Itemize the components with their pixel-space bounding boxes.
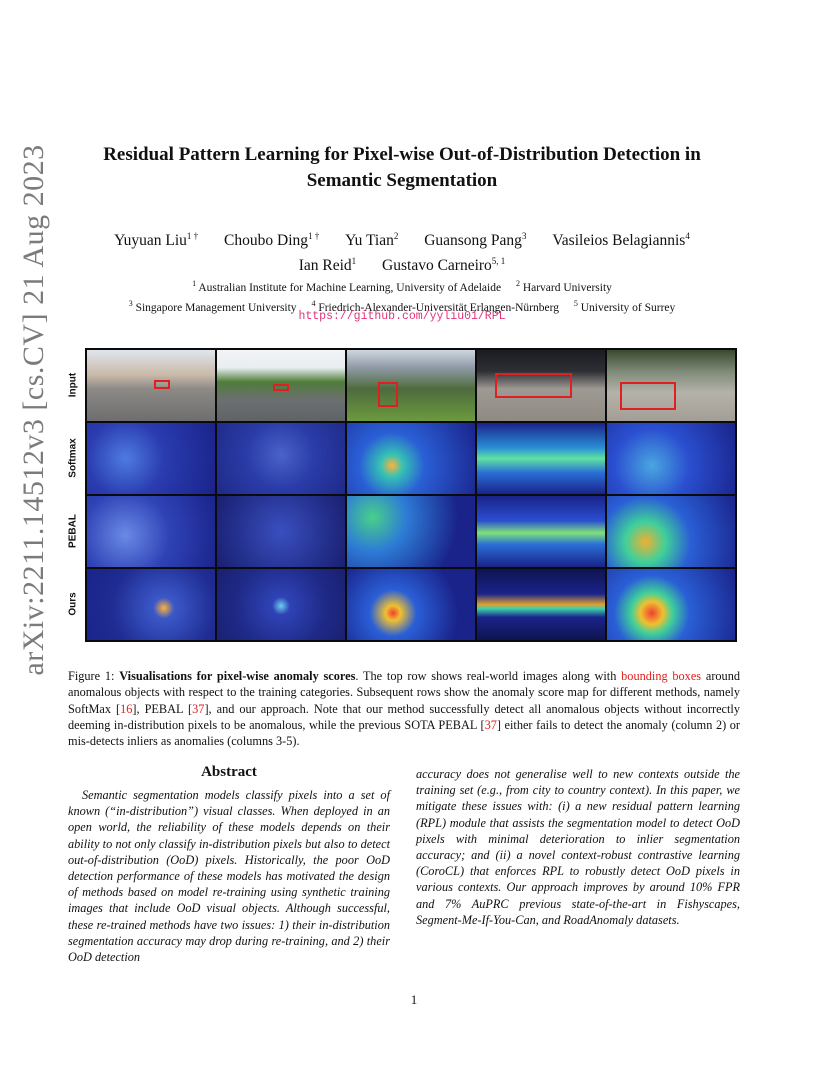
- affiliation: $^2$ Harvard University: [515, 279, 612, 294]
- affiliation: $^3$ Singapore Management University: [128, 298, 297, 314]
- author: Yu Tian$^2$: [345, 231, 399, 250]
- citation-link[interactable]: 16: [120, 701, 133, 716]
- ours-map-1: [87, 569, 215, 640]
- abstract-text-left: Semantic segmentation models classify pixels into a set of known (“in-distribution”) visual classes. When deployed in an open world, the reliability of these models depends on their ability to not only classify in-distribution pixels but also to detect out-of-distribution (OoD) pixels. Historically, the poor OoD detection performance of these models has motivated the design of methods based on model re-training using synthetic training images that include OoD visual objects. Although successful, these re-trained methods have two issues: 1) their in-distribution segmentation accuracy may drop during re-training, and 2) their OoD detection: [68, 788, 390, 965]
- softmax-map-1: [87, 423, 215, 494]
- author: Guansong Pang$^3$: [424, 231, 527, 250]
- pebal-map-2: [217, 496, 345, 567]
- pebal-map-3: [347, 496, 475, 567]
- row-label-softmax: Softmax: [67, 438, 79, 478]
- row-label-ours: Ours: [67, 592, 79, 616]
- author: Vasileios Belagiannis$^4$: [552, 231, 690, 250]
- page-number: 1: [410, 992, 418, 1007]
- anomaly-bbox: [495, 373, 572, 398]
- input-image-zebras: [477, 350, 605, 421]
- author: Ian Reid$^1$: [298, 256, 357, 275]
- affiliation: $^4$ Friedrich-Alexander-Universität Erlangen-Nürnberg: [311, 298, 559, 314]
- anomaly-bbox: [620, 382, 676, 410]
- pebal-map-5: [607, 496, 735, 567]
- softmax-map-4: [477, 423, 605, 494]
- affiliation: $^1$ Australian Institute for Machine Learning, University of Adelaide: [192, 279, 502, 294]
- paper-title: Residual Pattern Learning for Pixel-wise Out-of-Distribution Detection in Semantic Segmentation: [103, 144, 701, 191]
- anomaly-bbox: [273, 384, 288, 391]
- softmax-map-5: [607, 423, 735, 494]
- citation-link[interactable]: 37: [484, 717, 497, 732]
- input-image-street: [87, 350, 215, 421]
- code-url-link[interactable]: https://github.com/yyliu01/RPL: [298, 310, 506, 323]
- abstract-text-right: accuracy does not generalise well to new contexts outside the training set (e.g., from city to country context). In this paper, we mitigate these issues with: (i) a new residual pattern learning (RPL) module that assists the segmentation model to detect OoD pixels with minimal deterioration to inlier segmentation accuracy; and (ii) a novel context-robust contrastive learning (CoroCL) that enforces RPL to robustly detect OoD pixels in various contexts. Our approach improves by around 10% FPR and 7% AuPRC previous state-of-the-art in Fishyscapes, Segment-Me-If-You-Can, and RoadAnomaly datasets.: [416, 767, 740, 927]
- author: Gustavo Carneiro$^{5, 1}$: [382, 256, 506, 275]
- input-image-cow: [347, 350, 475, 421]
- ours-map-2: [217, 569, 345, 640]
- anomaly-bbox: [154, 380, 171, 389]
- author: Yuyuan Liu$^{1 \dagger}$: [114, 231, 199, 250]
- input-image-country-road: [217, 350, 345, 421]
- softmax-map-2: [217, 423, 345, 494]
- figure-caption: Figure 1: Visualisations for pixel-wise anomaly scores. The top row shows real-world images along with bounding boxes around anomalous objects with respect to the training categories. Subsequent rows show the anomaly score map for different methods, namely SoftMax [16], PEBAL [37], and our approach. Note that our method successfully detect all anomalous objects without incorrectly deeming in-distribution pixels to be anomalous, while the previous SOTA PEBAL [37] either fails to detect the anomaly (column 2) or mis-detects inliers as anomalies (columns 3-5).: [68, 669, 741, 749]
- pebal-map-4: [477, 496, 605, 567]
- input-image-animal: [607, 350, 735, 421]
- author-list: [88, 226, 716, 276]
- citation-link[interactable]: 37: [192, 701, 205, 716]
- ours-map-5: [607, 569, 735, 640]
- anomaly-figure-grid: [85, 348, 737, 642]
- row-label-pebal: PEBAL: [67, 514, 79, 548]
- abstract-heading: Abstract: [201, 764, 257, 780]
- ours-map-4: [477, 569, 605, 640]
- softmax-map-3: [347, 423, 475, 494]
- row-label-input: Input: [67, 372, 79, 398]
- author: Choubo Ding$^{1 \dagger}$: [224, 231, 320, 250]
- anomaly-bbox: [378, 382, 398, 408]
- pebal-map-1: [87, 496, 215, 567]
- arxiv-stamp: arXiv:2211.14512v3 [cs.CV] 21 Aug 2023: [17, 144, 50, 676]
- ours-map-3: [347, 569, 475, 640]
- affiliation: $^5$ University of Surrey: [573, 298, 676, 314]
